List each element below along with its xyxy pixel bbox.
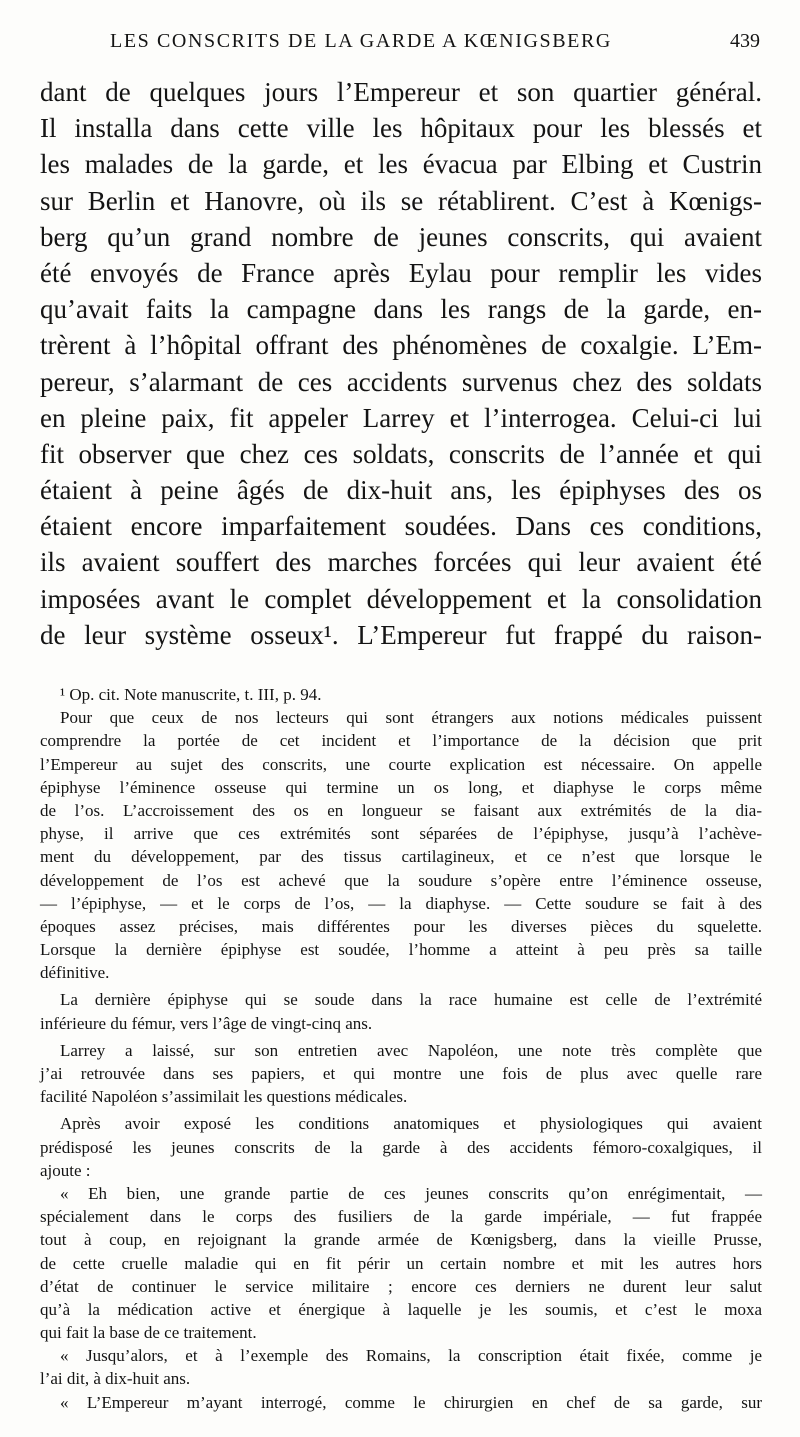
text-line: Il installa dans cette ville les hôpitaux pour les blessés et bbox=[40, 113, 762, 144]
footnote-line: j’ai retrouvée dans ses papiers, et qui montre une fois de plus avec quelle rare bbox=[40, 1064, 762, 1083]
text-line: étaient à peine âgés de dix-huit ans, les épiphyses des os bbox=[40, 475, 762, 506]
footnote-line: épiphyse l’éminence osseuse qui termine un os long, et diaphyse le corps même bbox=[40, 777, 762, 797]
footnote-line: spécialement dans le corps des fusiliers de la garde impériale, — fut frappée bbox=[40, 1207, 762, 1227]
main-text bbox=[40, 74, 762, 653]
text-line: dant de quelques jours l’Empereur et son quartier général. bbox=[40, 77, 762, 107]
footnotes bbox=[40, 683, 762, 1414]
footnote-line: ¹ Op. cit. Note manuscrite, t. III, p. 94. bbox=[60, 685, 322, 704]
footnote-line: « Eh bien, une grande partie de ces jeunes conscrits qu’on enrégimentait, — bbox=[60, 1183, 762, 1203]
footnote-line: physe, il arrive que ces extrémités sont séparées de l’épiphyse, jusqu’à l’achève- bbox=[40, 824, 762, 844]
text-line: berg qu’un grand nombre de jeunes conscrits, qui avaient bbox=[40, 221, 762, 252]
text-line: qu’avait faits la campagne dans les rangs de la garde, en- bbox=[40, 294, 762, 325]
footnote-line: de l’os. L’accroissement des os en longueur se faisant aux extrémités de la dia- bbox=[40, 800, 762, 820]
footnote-line: l’ai dit, à dix-huit ans. bbox=[40, 1369, 191, 1389]
text-line: été envoyés de France après Eylau pour remplir les vides bbox=[40, 257, 762, 288]
text-line: pereur, s’alarmant de ces accidents survenus chez des soldats bbox=[40, 366, 762, 397]
footnote-line: ajoute : bbox=[40, 1160, 91, 1180]
footnote-line: Larrey a laissé, sur son entretien avec Napoléon, une note très complète que bbox=[60, 1040, 762, 1060]
text-line: sur Berlin et Hanovre, où ils se rétablirent. C’est à Kœnigs- bbox=[40, 185, 762, 216]
footnote-line: qui fait la base de ce traitement. bbox=[40, 1323, 257, 1343]
text-line: les malades de la garde, et les évacua par Elbing et Custrin bbox=[40, 149, 762, 180]
footnote-line: définitive. bbox=[40, 963, 110, 983]
text-line: de leur système osseux¹. L’Empereur fut frappé du raison- bbox=[40, 619, 762, 650]
footnote-line: Lorsque la dernière épiphyse est soudée, l’homme a atteint à peu près sa taille bbox=[40, 940, 762, 960]
text-line: étaient encore imparfaitement soudées. Dans ces conditions, bbox=[40, 511, 762, 542]
footnote-line: ment du développement, par des tissus cartilagineux, et ce n’est que lorsque le bbox=[40, 847, 762, 867]
text-line: trèrent à l’hôpital offrant des phénomènes de coxalgie. L’Em- bbox=[40, 330, 762, 361]
footnote-line: époques assez précises, mais différentes pour les diverses pièces du squelette. bbox=[40, 916, 762, 936]
footnote-line: tout à coup, en rejoignant la grande armée de Kœnigsberg, dans la vieille Prusse, bbox=[40, 1230, 762, 1250]
footnote-line: inférieure du fémur, vers l’âge de vingt-cinq ans. bbox=[40, 1013, 373, 1033]
footnote-line: comprendre la portée de cet incident et l’importance de la décision que prit bbox=[40, 731, 762, 751]
footnote-line: « Jusqu’alors, et à l’exemple des Romains, la conscription était fixée, comme je bbox=[60, 1346, 762, 1366]
page-number: 439 bbox=[730, 30, 760, 52]
footnote-line: Pour que ceux de nos lecteurs qui sont étrangers aux notions médicales puissent bbox=[60, 708, 762, 728]
running-title: LES CONSCRITS DE LA GARDE A KŒNIGSBERG bbox=[110, 30, 612, 52]
footnote-line: — l’épiphyse, — et le corps de l’os, — la diaphyse. — Cette soudure se fait à des bbox=[40, 893, 762, 913]
text-line: en pleine paix, fit appeler Larrey et l’interrogea. Celui-ci lui bbox=[40, 402, 762, 433]
footnote-line: l’Empereur au sujet des conscrits, une courte explication est nécessaire. On appelle bbox=[40, 754, 762, 774]
footnote-line: prédisposé les jeunes conscrits de la garde à des accidents fémoro-coxalgiques, il bbox=[40, 1137, 762, 1157]
text-line: imposées avant le complet développement et la consolidation bbox=[40, 583, 762, 614]
text-line: fit observer que chez ces soldats, conscrits de l’année et qui bbox=[40, 438, 762, 469]
footnote-line: d’état de continuer le service militaire ; encore ces derniers ne durent leur salut bbox=[40, 1276, 762, 1296]
footnote-line: La dernière épiphyse qui se soude dans la race humaine est celle de l’extrémité bbox=[60, 990, 762, 1010]
footnote-line: développement de l’os est achevé que la soudure s’opère entre l’éminence osseuse, bbox=[40, 870, 762, 890]
footnote-line: « L’Empereur m’ayant interrogé, comme le chirurgien en chef de sa garde, sur bbox=[60, 1392, 762, 1412]
footnote-line: de cette cruelle maladie qui en fit périr un certain nombre et mit les autres hors bbox=[40, 1253, 762, 1273]
running-head bbox=[40, 30, 760, 60]
footnote-line: qu’à la médication active et énergique à laquelle je les soumis, et c’est le moxa bbox=[40, 1299, 762, 1319]
footnote-line: Après avoir exposé les conditions anatomiques et physiologiques qui avaient bbox=[60, 1114, 762, 1134]
text-line: ils avaient souffert des marches forcées qui leur avaient été bbox=[40, 547, 762, 578]
footnote-line: facilité Napoléon s’assimilait les questions médicales. bbox=[40, 1087, 408, 1107]
